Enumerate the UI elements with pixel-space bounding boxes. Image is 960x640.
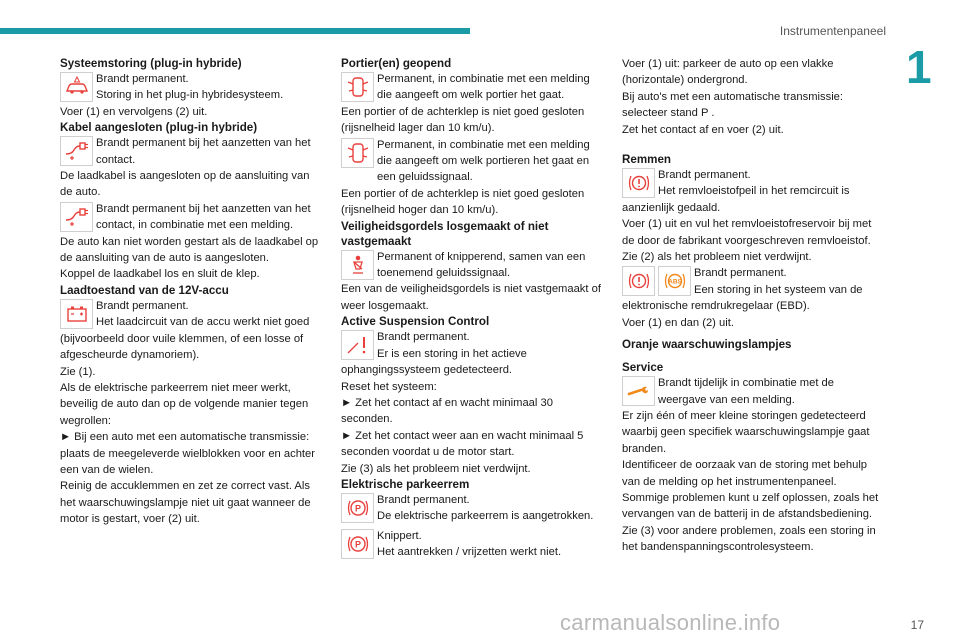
body-text: Een portier of de achterklep is niet goed gesloten (rijsnelheid hoger dan 10 km/u). [341,187,585,217]
hybrid-car-fault-icon [60,72,93,102]
section-title: Systeemstoring (plug-in hybride) [60,57,242,70]
entry-text: Permanent of knipperend, samen van een toenemend geluidssignaal. [377,250,586,280]
entry-text: Permanent, in combinatie met een melding die aangeeft om welk portier het gaat. [377,73,590,102]
body-text: Een portier of de achterklep is niet goed gesloten (rijsnelheid lager dan 10 km/u). [341,105,585,135]
section-title: Elektrische parkeerrem [341,477,470,491]
warning-entry [341,528,605,561]
warning-entry [60,71,322,104]
suspension-warning-icon [341,330,374,360]
running-head: Instrumentenpaneel [779,24,886,38]
column-1 [60,56,322,528]
body-text: De laadkabel is aangesloten op de aansluiting van de auto. [60,170,310,199]
charging-cable-icon [60,136,93,166]
warning-entry [60,201,322,234]
warning-entry [341,492,605,525]
body-text: ophangingssysteem gedetecteerd. Reset het systeem: ► Zet het contact af en wacht minimaal 30 seconden. ► Zet het contact weer aan en wacht minimaal 5 seconden voordat u de motor start. Zie (3) als het probleem niet verdwijnt. [341,364,584,475]
body-text: Voer (1) en vervolgens (2) uit. [60,105,208,118]
page-number: 17 [910,618,924,632]
section-title: Veiligheidsgordels losgemaakt of niet vastgemaakt [341,219,549,248]
warning-entry [622,265,880,298]
warning-entry [60,135,322,168]
entry-text: Knippert. Het aantrekken / vrijzetten werkt niet. [377,529,562,559]
entry-text: Brandt permanent. Het laadcircuit van de accu werkt niet goed [96,299,310,329]
body-text: aanzienlijk gedaald. Voer (1) uit en vul het remvloeistofreservoir bij met de door de fabrikant voorgeschreven remvloeistof. Zie (2) als het probleem niet verdwijnt. [622,201,872,264]
entry-text: Permanent, in combinatie met een melding die aangeeft om welk portieren het gaat en een geluidssignaal. [377,138,590,184]
wrench-icon [622,376,655,406]
section-title: Remmen [622,153,671,167]
warning-entry [341,71,605,104]
entry-text: Brandt permanent. Storing in het plug-in hybridesysteem. [96,73,284,102]
svg-text:P: P [354,503,361,514]
column-2 [341,56,605,561]
entry-text: Brandt permanent. De elektrische parkeerrem is aangetrokken. [377,493,594,523]
brake-warning-icon [622,168,655,198]
entry-text: Brandt permanent. Er is een storing in het actieve [377,331,527,360]
section-title: Portier(en) geopend [341,57,452,70]
door-open-icon [341,138,374,168]
entry-text: Brandt tijdelijk in combinatie met de weergave van een melding. [658,377,834,406]
abs-icon [658,266,691,296]
parking-brake-icon [341,493,374,523]
body-text: Een van de veiligheidsgordels is niet vastgemaakt of weer losgemaakt. [341,283,601,312]
section-title: Oranje waarschuwingslampjes [622,338,792,352]
battery-icon [60,299,93,329]
body-text: De auto kan niet worden gestart als de laadkabel op de aansluiting van de auto is aangesloten. Koppel de laadkabel los en sluit de klep. [60,235,319,281]
svg-text:P: P [354,539,361,550]
warning-entry [622,375,880,408]
header-accent-bar [0,28,470,34]
section-title: Kabel aangesloten (plug-in hybride) [60,121,258,135]
charging-cable-icon [60,202,93,232]
section-title: Laadtoestand van de 12V-accu [60,283,229,297]
body-text: elektronische remdrukregelaar (EBD). Voer (1) en dan (2) uit. [622,300,810,329]
entry-text: Brandt permanent bij het aanzetten van het contact. [96,137,311,166]
entry-text: Brandt permanent. Een storing in het systeem van de [694,267,863,296]
seatbelt-icon [341,250,374,280]
warning-entry [341,329,605,362]
door-open-icon [341,72,374,102]
section-title: Active Suspension Control [341,315,490,329]
brake-warning-icon [622,266,655,296]
body-text: (bijvoorbeeld door vuile klemmen, of een losse of afgescheurde dynamoriem). Zie (1). Als de elektrische parkeerrem niet meer werkt, beveilig de auto dan op de volgende manier tegen wegrollen: ► Bij een auto met een automatische transmissie: plaats de meegeleverde wielblokken voor en achter een van de wielen. Reinig de accuklemmen en zet ze correct vast. Als het waarschuwingslampje niet uit gaat wanneer de motor is gestart, voer (2) uit. [60,332,315,526]
body-text: Voer (1) uit: parkeer de auto op een vlakke (horizontale) ondergrond. Bij auto's met een automatische transmissie: selecteer stand P . Zet het contact af en voer (2) uit. [622,58,844,136]
entry-text: Brandt permanent. Het remvloeistofpeil in het remcircuit is [658,169,850,198]
svg-text:ABS: ABS [667,278,682,286]
warning-entry [60,298,322,331]
column-3 [622,56,880,556]
chapter-number: 1 [906,41,932,93]
body-text: Er zijn één of meer kleine storingen gedetecteerd waarbij geen specifiek waarschuwingslampje gaat branden. Identificeer de oorzaak van de storing met behulp van de melding op het instrumentenpaneel. Sommige problemen kunt u zelf oplossen, zoals het vervangen van de batterij in de afstandsbediening. Zie (3) voor andere problemen, zoals een storing in het bandenspanningscontrolesysteem. [622,409,879,554]
parking-brake-icon [341,529,374,559]
watermark: carmanualsonline.info [560,610,781,635]
warning-entry [341,249,605,282]
entry-text: Brandt permanent bij het aanzetten van het contact, in combinatie met een melding. [96,202,311,232]
section-title: Service [622,361,664,375]
warning-entry [341,137,605,186]
warning-entry [622,167,880,200]
